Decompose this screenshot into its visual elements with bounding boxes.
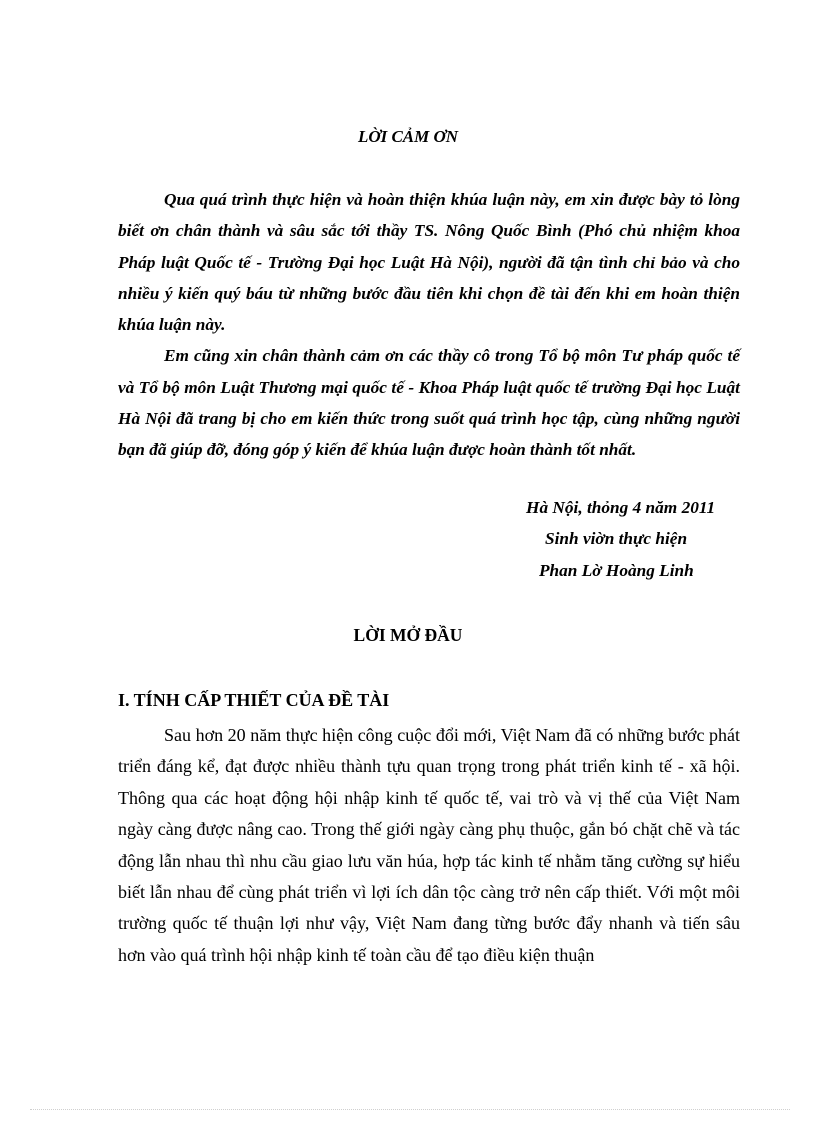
signature-author: Phan Lờ Hoàng Linh: [539, 561, 694, 580]
acknowledgement-paragraph: Em cũng xin chân thành cảm ơn các thầy cô trong Tổ bộ môn Tư pháp quốc tế và Tổ bộ môn Luật Thương mại quốc tế - Khoa Pháp luật quốc tế trường Đại học Luật Hà Nội đã trang bị cho em kiến thức trong suốt quá trình học tập, cùng những người bạn đã giúp đỡ, đóng góp ý kiến để khúa luận được hoàn thành tốt nhất.: [118, 346, 740, 460]
introduction-body: [118, 720, 740, 971]
acknowledgement-title: LỜI CẢM ƠN: [357, 127, 459, 146]
introduction-paragraph: Sau hơn 20 năm thực hiện công cuộc đổi mới, Việt Nam đã có những bước phát triển đáng kể, đạt được nhiều thành tựu quan trọng trong phát triển kinh tế - xã hội. Thông qua các hoạt động hội nhập kinh tế quốc tế, vai trò và vị thế của Việt Nam ngày càng được nâng cao. Trong thế giới ngày càng phụ thuộc, gắn bó chặt chẽ và tác động lẫn nhau thì nhu cầu giao lưu văn húa, hợp tác kinh tế nhằm tăng cường sự hiểu biết lẫn nhau để cùng phát triển vì lợi ích dân tộc càng trở nên cấp thiết. Với một môi trường quốc tế thuận lợi như vậy, Việt Nam đang từng bước đẩy nhanh và tiến sâu hơn vào quá trình hội nhập kinh tế toàn cầu để tạo điều kiện thuận: [118, 725, 740, 965]
signature-place-date: Hà Nội, thỏng 4 năm 2011: [526, 498, 716, 517]
acknowledgement-body: [118, 184, 740, 466]
introduction-title: LỜI MỞ ĐẦU: [353, 625, 463, 645]
section-heading: I. TÍNH CẤP THIẾT CỦA ĐỀ TÀI: [118, 690, 390, 710]
page-bottom-border: [30, 1109, 790, 1110]
signature-role: Sinh viờn thực hiện: [545, 529, 688, 548]
acknowledgement-paragraph: Qua quá trình thực hiện và hoàn thiện khúa luận này, em xin được bày tỏ lòng biết ơn chân thành và sâu sắc tới thầy TS. Nông Quốc Bình (Phó chủ nhiệm khoa Pháp luật Quốc tế - Trường Đại học Luật Hà Nội), người đã tận tình chỉ bảo và cho nhiều ý kiến quý báu từ những bước đầu tiên khi chọn đề tài đến khi em hoàn thiện khúa luận này.: [118, 190, 740, 335]
